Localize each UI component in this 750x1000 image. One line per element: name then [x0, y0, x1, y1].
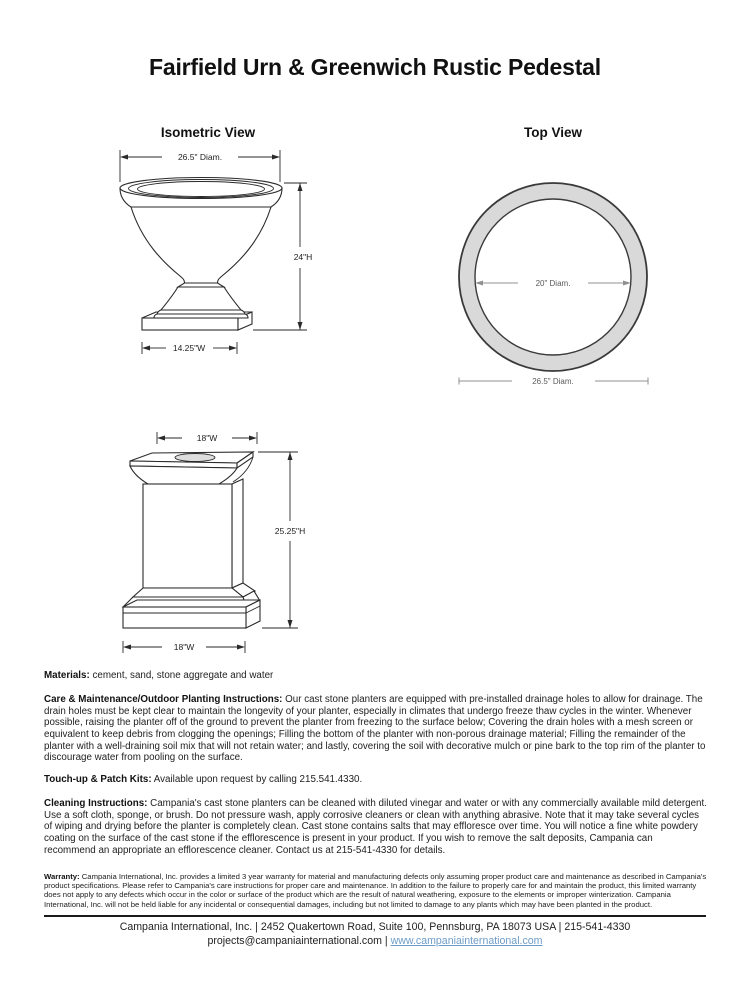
footer-contact-line: [0, 935, 750, 949]
warranty-section: [44, 872, 707, 909]
footer-email: projects@campaniainternational.com: [207, 934, 382, 947]
warranty-text: Campania International, Inc. provides a limited 3 year warranty for material and manufacturing defects only assuming proper product care and maintenance as described in Campania's product specifications. Please refer to Campania's care instructions for proper care and maintenance. In addition to the failure to properly care for and maintain the product, this limited warranty does not apply to any defects which occur in the color or surface of the product which are the result of natural weathering, exposure to the elements or improper winterization. Campania International, Inc. will not be held liable for any incidental or consequential damages, including but not limited to damage to any plants which may have been planted in the product.: [44, 871, 707, 909]
footer-separator: |: [381, 934, 391, 947]
footer-address-line: Campania International, Inc. | 2452 Quakertown Road, Suite 100, Pennsburg, PA 18073 USA | 215-541-4330: [119, 921, 631, 933]
isometric-view-label: Isometric View: [160, 125, 256, 140]
pedestal-height-dimension: [258, 452, 298, 628]
touchup-section: [44, 774, 707, 786]
warranty-label: Warranty:: [44, 871, 80, 881]
urn-base-width-label: 14.25"W: [172, 343, 206, 353]
cleaning-section: [44, 798, 707, 857]
pedestal-base-width-label: 18"W: [173, 642, 195, 652]
page-title: Fairfield Urn & Greenwich Rustic Pedestal: [149, 54, 601, 80]
footer-website-link[interactable]: www.campaniainternational.com: [390, 934, 543, 947]
touchup-label: Touch-up & Patch Kits:: [44, 773, 152, 785]
urn-diameter-label: 26.5" Diam.: [177, 152, 223, 162]
care-label: Care & Maintenance/Outdoor Planting Instructions:: [44, 693, 283, 705]
inner-rim-circle: [475, 199, 631, 355]
urn-isometric-drawing: [100, 120, 330, 370]
care-text: Our cast stone planters are equipped with pre-installed drainage holes to allow for drainage. The drain holes must be kept clear to maintain the longevity of your planter, especially in climates that undergo freeze thaw cycles in the winter. Whenever possible, raising the planter off of the ground to prevent the planter from freezing to the surface below; Covering the drain holes with a mesh screen or equivalent to keep debris from clogging the openings; Filling the bottom of the planter with non-porous drainage material; Filling the remainder of the planter with a well-draining soil mix that will not retain water; and lastly, covering the soil with decorative mulch or pine bark to the top rim of the planter to discourage water from pooling on the surface.: [44, 693, 706, 764]
touchup-text: Available upon request by calling 215.541.4330.: [151, 773, 363, 785]
pedestal-top-width-label: 18"W: [196, 433, 218, 443]
pedestal-height-label: 25.25"H: [274, 526, 306, 536]
footer: [0, 921, 750, 948]
pedestal-outline: [123, 452, 260, 628]
urn-height-label: 24"H: [293, 252, 313, 262]
care-section: [44, 694, 707, 764]
materials-label: Materials:: [44, 669, 90, 681]
cleaning-text: Campania's cast stone planters can be cleaned with diluted vinegar and water or with any commercially available mild detergent. Use a soft cloth, sponge, or brush. Do not pressure wash, apply corrosive cleaners or clean with anything abrasive. Note that it may take several cycles of wiping and drying before the planter is completely clean. Cast stone contains salts that may effloresce over time. You will notice a fine white powdery coating on the surface of the cast stone if the efflorescence is present in your product. If you wish to remove the salt deposits, Campania can recommend an appropriate an efflorescence cleaner. Contact us at 215-541-4330 for details.: [44, 797, 707, 856]
pedestal-drawing: [110, 425, 310, 660]
footer-divider: [44, 915, 706, 917]
urn-top-view-drawing: [440, 160, 670, 400]
materials-section: [44, 670, 707, 682]
cleaning-label: Cleaning Instructions:: [44, 797, 148, 809]
urn-outline: [120, 178, 282, 331]
outer-diameter-label: 26.5" Diam.: [532, 377, 574, 386]
materials-text: cement, sand, stone aggregate and water: [89, 669, 274, 681]
top-view-label: Top View: [523, 125, 582, 140]
inner-diameter-label: 20" Diam.: [535, 279, 571, 288]
